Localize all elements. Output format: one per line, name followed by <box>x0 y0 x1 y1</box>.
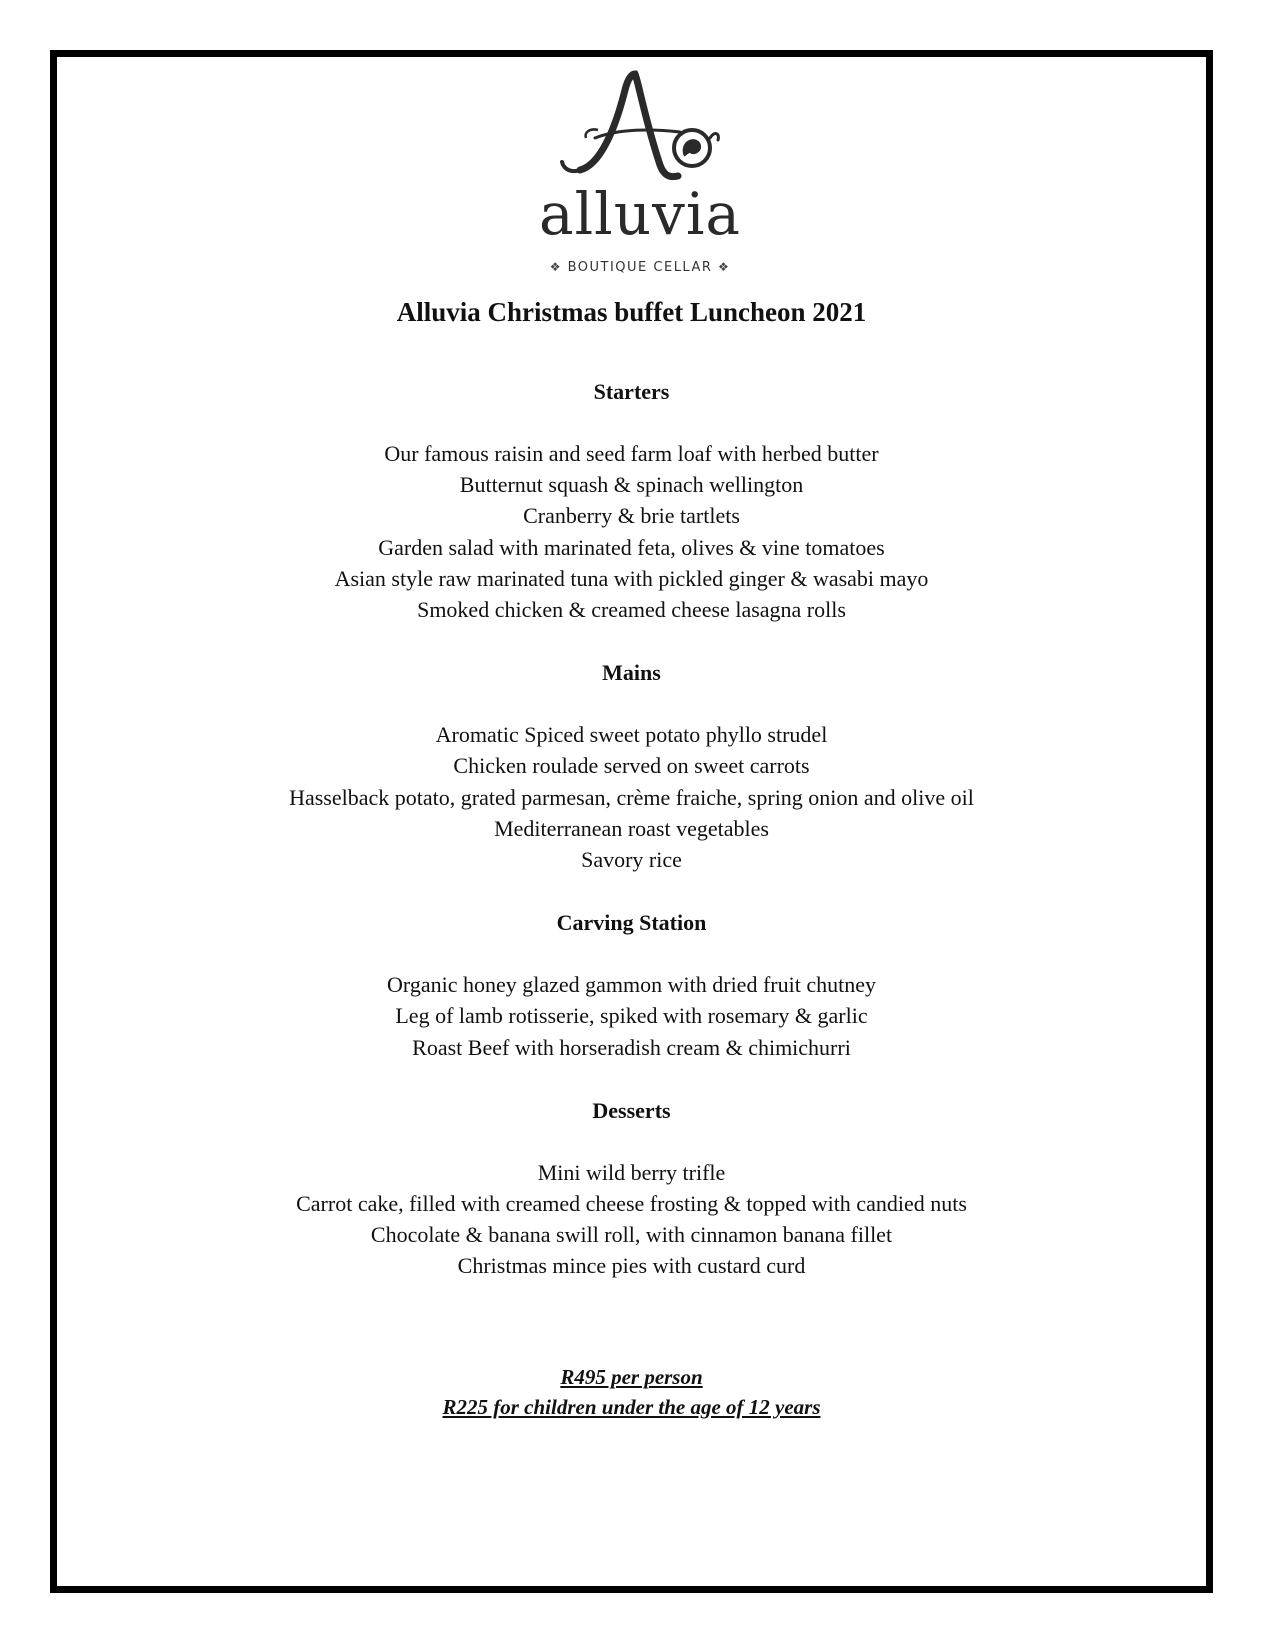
menu-item: Organic honey glazed gammon with dried fruit chutney <box>387 972 876 998</box>
brand-subtitle-text: BOUTIQUE CELLAR <box>567 260 713 275</box>
menu-item: Chicken roulade served on sweet carrots <box>453 753 810 779</box>
menu-item: Hasselback potato, grated parmesan, crème fraiche, spring onion and olive oil <box>289 784 974 810</box>
menu-item: Cranberry & brie tartlets <box>523 503 740 529</box>
menu-item: Smoked chicken & creamed cheese lasagna rolls <box>417 597 846 623</box>
section-heading: Mains <box>602 660 661 686</box>
section-heading: Desserts <box>592 1097 671 1123</box>
menu-item: Asian style raw marinated tuna with pickled ginger & wasabi mayo <box>334 565 929 591</box>
menu-item: Christmas mince pies with custard curd <box>457 1253 806 1279</box>
section-carving-station <box>57 907 1206 1063</box>
section-starters <box>57 376 1206 625</box>
menu-item: Mini wild berry trifle <box>537 1159 726 1185</box>
section-heading: Starters <box>593 379 670 404</box>
menu-item: Butternut squash & spinach wellington <box>459 472 804 498</box>
menu-item: Carrot cake, filled with creamed cheese frosting & topped with candied nuts <box>296 1191 967 1217</box>
menu-item: Leg of lamb rotisserie, spiked with rosemary & garlic <box>395 1003 868 1029</box>
menu-content <box>57 292 1206 1422</box>
brand-name: alluvia <box>539 180 741 248</box>
menu-item: Aromatic Spiced sweet potato phyllo strudel <box>435 722 828 748</box>
menu-item: Our famous raisin and seed farm loaf with herbed butter <box>384 441 879 466</box>
brand-subtitle <box>520 260 760 275</box>
monogram-a-icon <box>520 70 760 190</box>
section-desserts <box>57 1095 1206 1282</box>
menu-item: Garden salad with marinated feta, olives & vine tomatoes <box>378 534 885 560</box>
menu-item: Chocolate & banana swill roll, with cinnamon banana fillet <box>370 1222 893 1248</box>
menu-item: Roast Beef with horseradish cream & chimichurri <box>412 1034 851 1060</box>
section-mains <box>57 657 1206 875</box>
ornament-left-icon: ❖ <box>549 260 562 274</box>
menu-title: Alluvia Christmas buffet Luncheon 2021 <box>396 297 867 327</box>
menu-item: Mediterranean roast vegetables <box>494 815 769 841</box>
price-children: R225 for children under the age of 12 years <box>442 1394 821 1419</box>
menu-item: Savory rice <box>581 847 682 873</box>
price-adult: R495 per person <box>560 1364 703 1389</box>
section-heading: Carving Station <box>556 910 707 936</box>
ornament-right-icon: ❖ <box>718 260 731 274</box>
logo <box>520 70 760 285</box>
